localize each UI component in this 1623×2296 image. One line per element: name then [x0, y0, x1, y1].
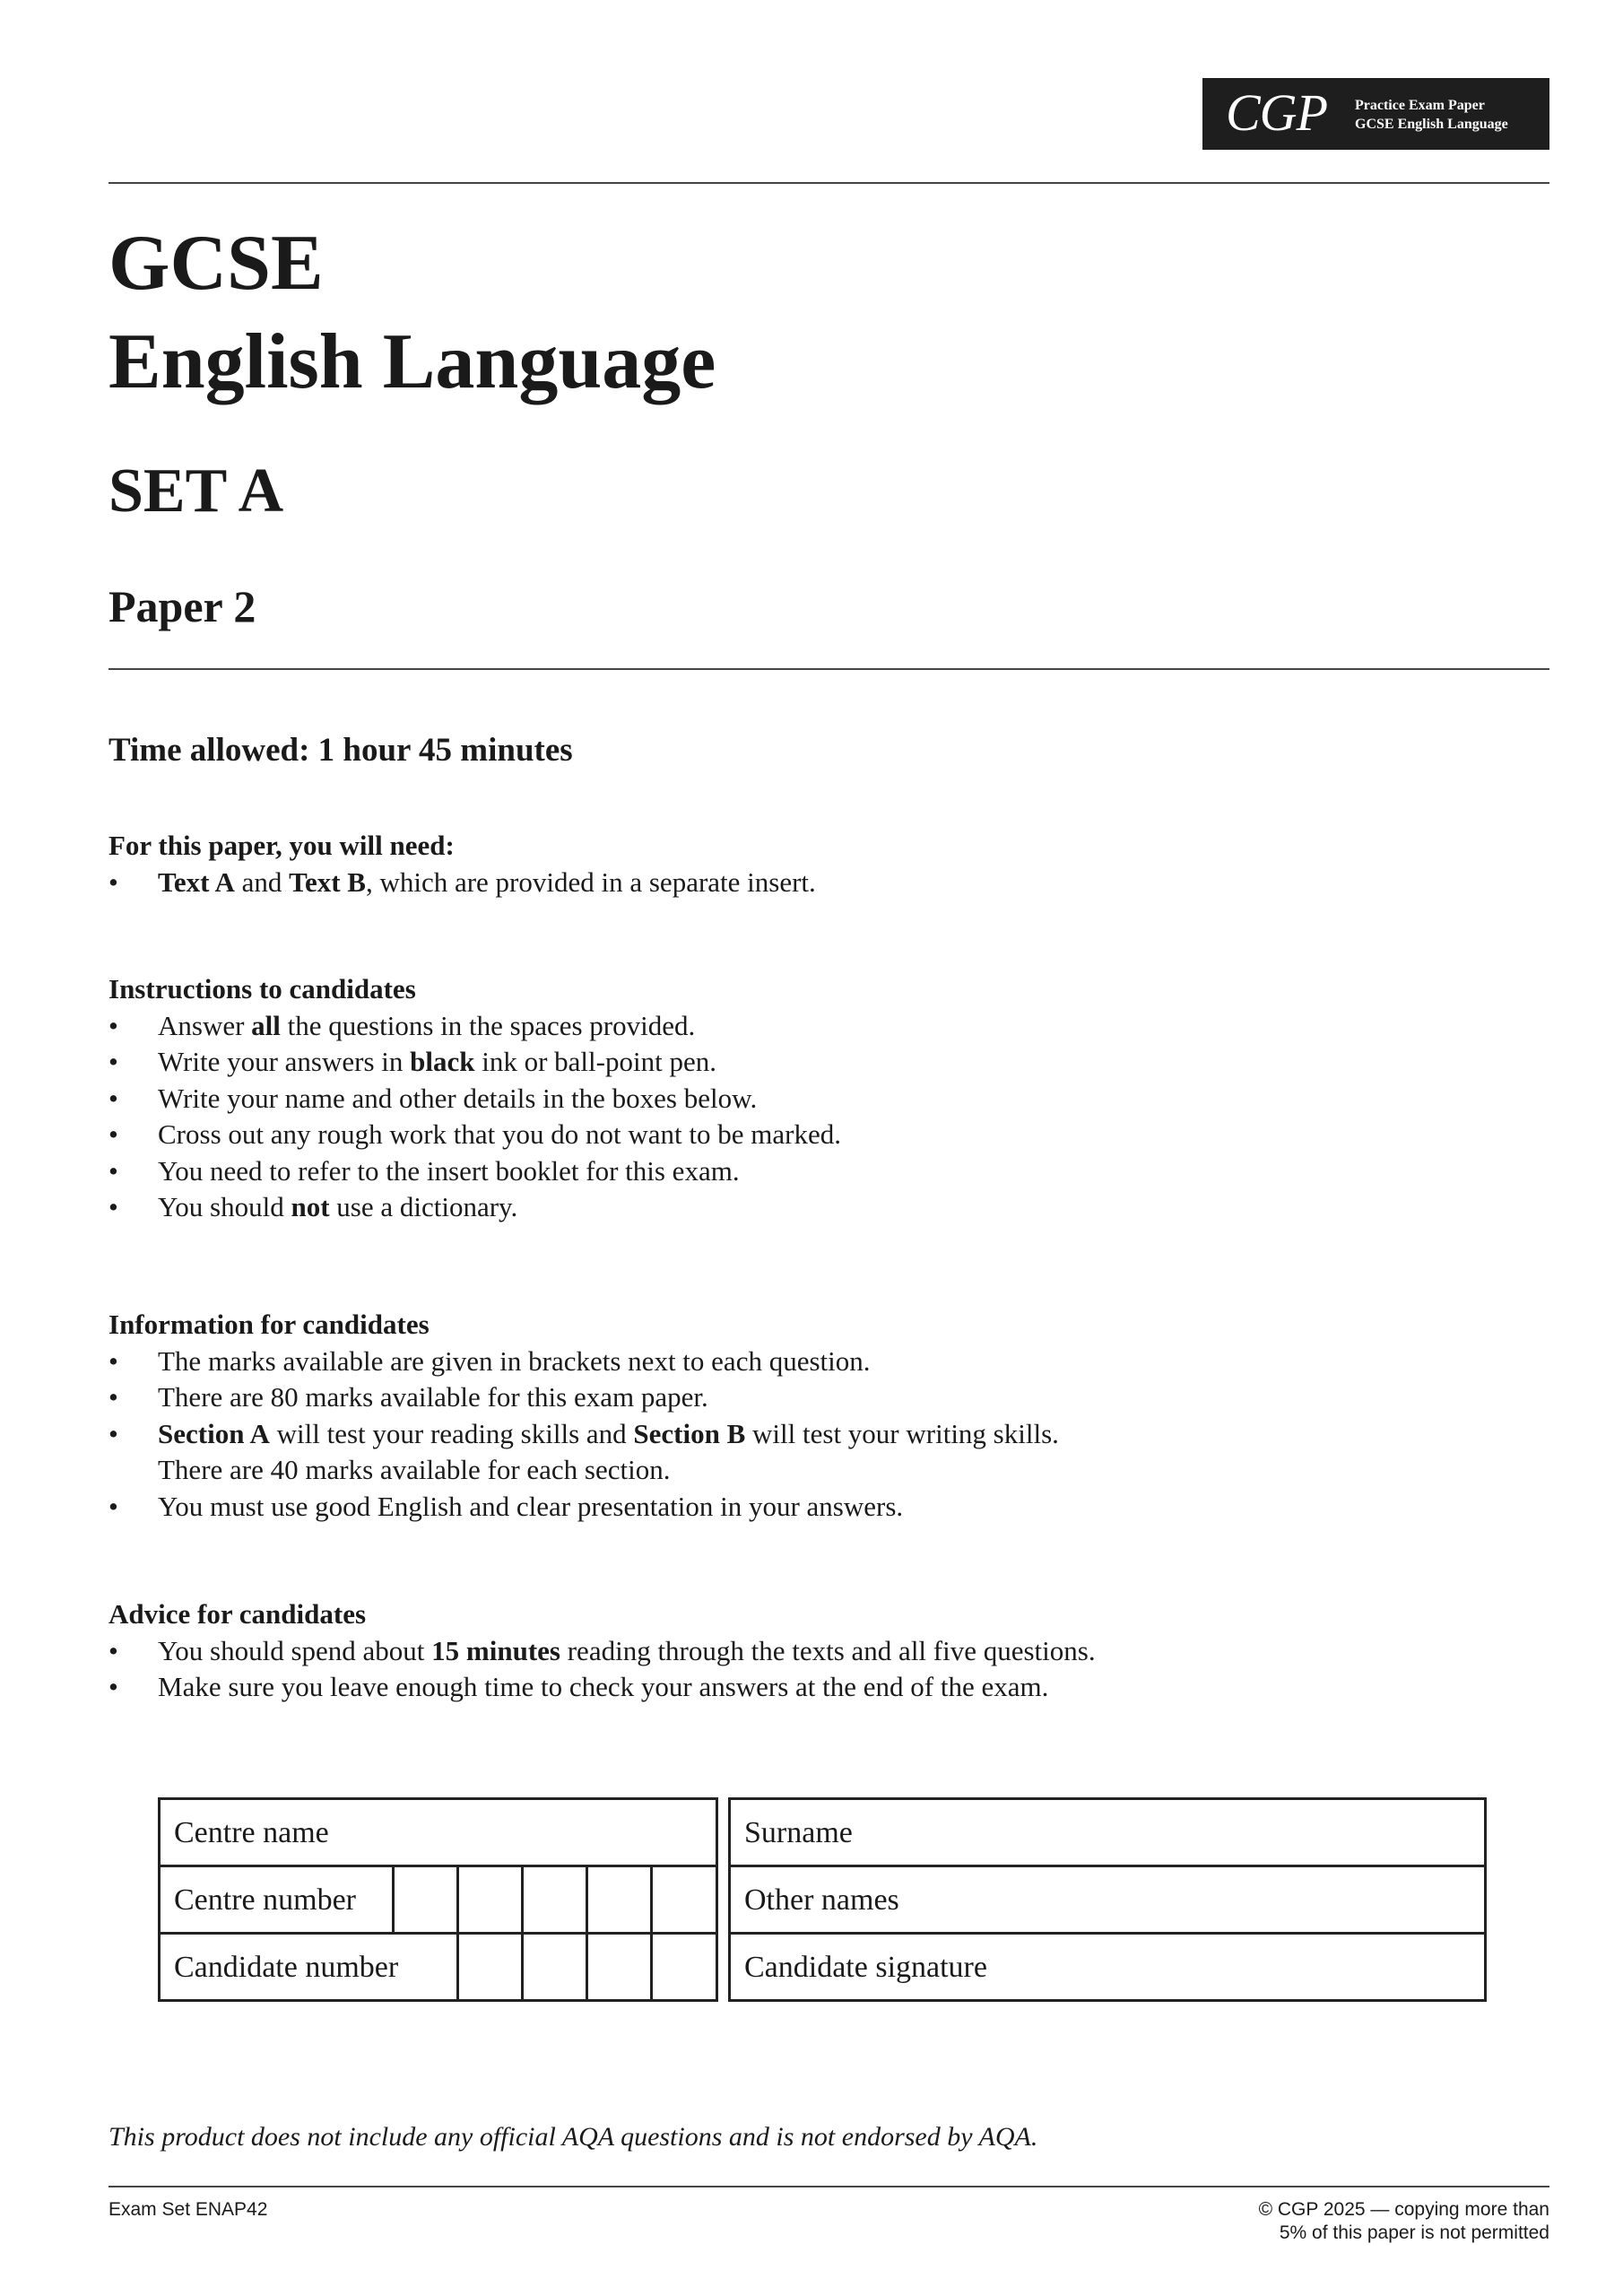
copyright-notice: [1259, 2198, 1549, 2245]
list-item: • You must use good English and clear presentation in your answers.: [108, 1489, 1454, 1526]
disclaimer: This product does not include any official AQA questions and is not endorsed by AQA.: [108, 2122, 1038, 2152]
list-item: • Cross out any rough work that you do not want to be marked.: [108, 1117, 1454, 1153]
information-section: [108, 1307, 1454, 1525]
centre-number-label: Centre number: [174, 1883, 356, 1917]
title-divider: [108, 668, 1549, 670]
centre-number-digit-3[interactable]: [524, 1867, 586, 1932]
list-item: • There are 80 marks available for this exam paper.: [108, 1379, 1454, 1416]
candidate-details-box: [728, 1797, 1487, 2002]
list-item: • Section A will test your reading skills and Section B will test your writing skills.: [108, 1416, 1454, 1453]
publisher-badge: [1202, 78, 1549, 150]
list-item: • The marks available are given in brackets next to each question.: [108, 1344, 1454, 1380]
paper-title: Paper 2: [108, 581, 256, 631]
list-item: • You should not use a dictionary.: [108, 1189, 1454, 1226]
other-names-field[interactable]: [733, 1867, 1484, 1932]
cgp-logo: CGP: [1226, 83, 1327, 142]
set-title: SET A: [108, 457, 284, 526]
list-item: • You should spend about 15 minutes reading through the texts and all five questions.: [108, 1633, 1454, 1670]
other-names-label: Other names: [744, 1883, 899, 1917]
list-item-continuation: There are 40 marks available for each section.: [158, 1454, 671, 1485]
list-item: • Write your answers in black ink or ball-point pen.: [108, 1044, 1454, 1081]
surname-field[interactable]: [733, 1803, 1484, 1865]
candidate-number-digit-3[interactable]: [588, 1935, 650, 1999]
centre-number-digit-2[interactable]: [459, 1867, 521, 1932]
candidate-signature-label: Candidate signature: [744, 1951, 987, 1984]
centre-name-label: Centre name: [174, 1816, 329, 1849]
advice-heading: Advice for candidates: [108, 1598, 367, 1630]
top-divider: [108, 182, 1549, 184]
instructions-section: [108, 971, 1454, 1226]
time-allowed: Time allowed: 1 hour 45 minutes: [108, 732, 573, 769]
list-item: • Write your name and other details in the boxes below.: [108, 1081, 1454, 1118]
footer-divider: [108, 2186, 1549, 2187]
subject-title: English Language: [108, 318, 716, 405]
badge-line-2: GCSE English Language: [1355, 117, 1508, 132]
requirements-section: [108, 828, 1454, 900]
surname-label: Surname: [744, 1816, 853, 1849]
qualification-title: GCSE: [108, 220, 324, 307]
centre-details-box: [158, 1797, 718, 2002]
centre-number-digit-5[interactable]: [653, 1867, 716, 1932]
instructions-heading: Instructions to candidates: [108, 973, 416, 1004]
requirements-heading: For this paper, you will need:: [108, 830, 455, 861]
centre-number-digit-4[interactable]: [588, 1867, 650, 1932]
list-item: • Text A and Text B, which are provided in a separate insert.: [108, 865, 1454, 901]
exam-set-code: Exam Set ENAP42: [108, 2199, 268, 2220]
candidate-number-label: Candidate number: [174, 1951, 399, 1984]
badge-caption: [1355, 96, 1508, 134]
candidate-number-digit-4[interactable]: [653, 1935, 716, 1999]
centre-name-field[interactable]: [163, 1803, 716, 1865]
candidate-number-digit-2[interactable]: [524, 1935, 586, 1999]
badge-line-1: Practice Exam Paper: [1355, 98, 1485, 113]
candidate-signature-field[interactable]: [733, 1935, 1484, 1999]
copyright-line-2: 5% of this paper is not permitted: [1279, 2222, 1549, 2243]
list-item: • You need to refer to the insert booklet for this exam.: [108, 1153, 1454, 1190]
information-heading: Information for candidates: [108, 1309, 430, 1340]
copyright-line-1: © CGP 2025 — copying more than: [1258, 2199, 1549, 2220]
centre-number-digit-1[interactable]: [395, 1867, 456, 1932]
list-item: • Make sure you leave enough time to check your answers at the end of the exam.: [108, 1669, 1454, 1706]
advice-section: [108, 1596, 1454, 1706]
candidate-number-digit-1[interactable]: [459, 1935, 521, 1999]
list-item: • Answer all the questions in the spaces provided.: [108, 1008, 1454, 1045]
